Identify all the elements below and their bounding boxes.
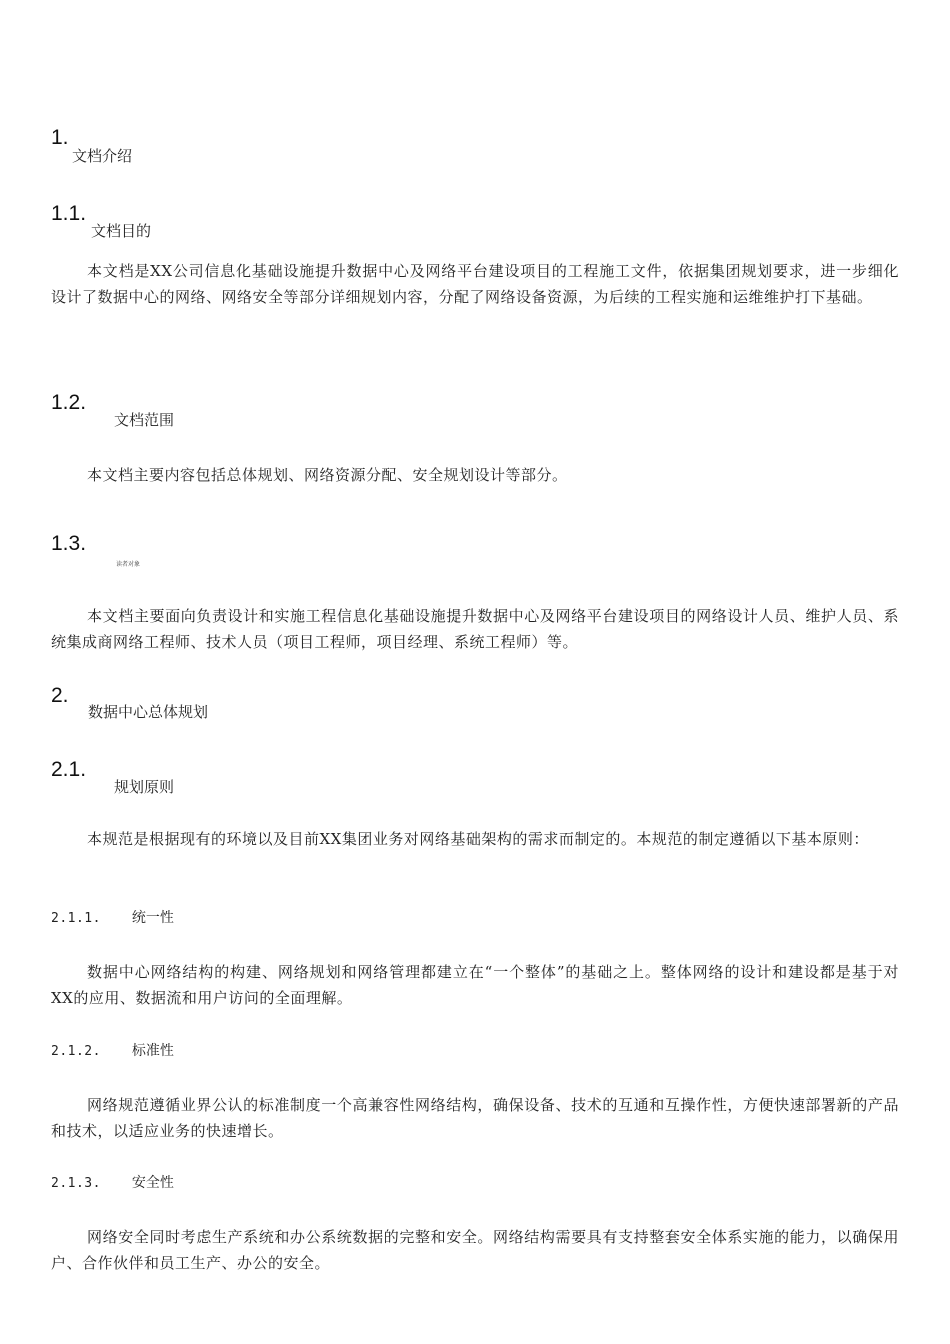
heading-number: 1.1.	[51, 202, 87, 225]
heading-title: 文档目的	[91, 222, 152, 240]
paragraph: 网络规范遵循业界公认的标准制度一个高兼容性网络结构，确保设备、技术的互通和互操作性，方便快速部署新的产品和技术，以适应业务的快速增长。	[51, 1096, 899, 1140]
paragraph: 本文档主要内容包括总体规划、网络资源分配、安全规划设计等部分。	[87, 466, 568, 484]
paragraph: 本文档主要面向负责设计和实施工程信息化基础设施提升数据中心及网络平台建设项目的网络设计人员、维护人员、系统集成商网络工程师、技术人员（项目工程师，项目经理、系统工程师）等。	[51, 607, 899, 651]
heading-title: 文档介绍	[72, 147, 133, 165]
subheading-title: 标准性	[131, 1043, 174, 1059]
heading-title: 读者对象	[116, 561, 141, 568]
paragraph: 数据中心网络结构的构建、网络规划和网络管理都建立在“一个整体”的基础之上。整体网络的设计和建设都是基于对XX的应用、数据流和用户访问的全面理解。	[51, 963, 899, 1007]
subheading	[51, 1173, 174, 1194]
heading-number: 2.1.	[51, 758, 87, 781]
heading-title: 文档范围	[114, 411, 175, 429]
subheading-number: 2.1.3.	[51, 1176, 101, 1191]
subheading	[51, 908, 174, 929]
heading-number: 1.	[51, 126, 69, 149]
heading-number: 2.	[51, 684, 69, 707]
paragraph: 本规范是根据现有的环境以及目前XX集团业务对网络基础架构的需求而制定的。本规范的制定遵循以下基本原则：	[87, 830, 869, 848]
subheading-title: 统一性	[131, 910, 174, 926]
subheading-number: 2.1.2.	[51, 1044, 101, 1059]
heading-title: 数据中心总体规划	[88, 703, 209, 721]
subheading-title: 安全性	[131, 1175, 174, 1191]
heading-title: 规划原则	[114, 778, 175, 796]
paragraph: 网络安全同时考虑生产系统和办公系统数据的完整和安全。网络结构需要具有支持整套安全体系实施的能力，以确保用户、合作伙伴和员工生产、办公的安全。	[51, 1228, 899, 1272]
subheading-number: 2.1.1.	[51, 911, 101, 926]
paragraph: 本文档是XX公司信息化基础设施提升数据中心及网络平台建设项目的工程施工文件，依据集团规划要求，进一步细化设计了数据中心的网络、网络安全等部分详细规划内容，分配了网络设备资源，为后续的工程实施和运维维护打下基础。	[51, 262, 899, 306]
subheading	[51, 1041, 174, 1062]
heading-number: 1.2.	[51, 391, 87, 414]
heading-number: 1.3.	[51, 532, 87, 555]
